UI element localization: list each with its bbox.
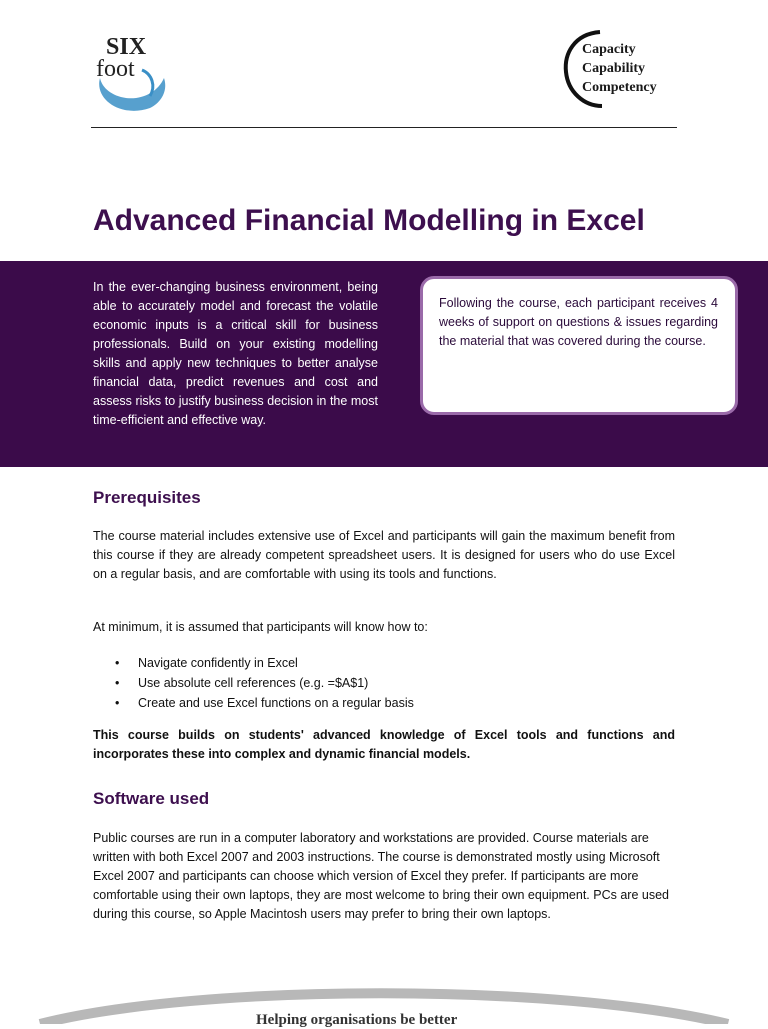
svg-text:SIX: SIX [106,34,147,60]
bullet-icon: • [115,696,120,710]
software-paragraph: Public courses are run in a computer laboratory and workstations are provided. Course materials are written with both Excel 2007 and 2003 instructions. The course is demonstrated mostly using Microsoft Excel 2007 and participants can choose which version of Excel they prefer. If participants are more comfortable using their own laptops, they are most welcome to bring their own equipment. PCs are used during this course, so Apple Macintosh users may prefer to bring their own laptops. [93,831,669,921]
capacity-logo [562,28,682,112]
prerequisites-paragraph: The course material includes extensive use of Excel and participants will gain the maximum benefit from this course if they are already competent spreadsheet users. It is designed for users who do use Excel on a regular basis, and are comfortable with using its tools and functions. [93,529,675,581]
svg-text:foot: foot [96,56,135,82]
prerequisites-heading: Prerequisites [93,488,201,507]
page-title: Advanced Financial Modelling in Excel [93,204,645,237]
callout-text: Following the course, each participant receives 4 weeks of support on questions & issues regarding the material that was covered during the course. [439,296,718,348]
list-item: • Use absolute cell references (e.g. =$A$1) [93,673,414,693]
footer-tagline: Helping organisations be better [256,1012,458,1028]
intro-text: In the ever-changing business environment, being able to accurately model and forecast the volatile economic inputs is a critical skill for business professionals. Build on your existing modelling skills and apply new techniques to better analyse financial data, predict revenues and cost and assess risks to justify business decision in the most time-efficient and effective way. [93,280,378,427]
logo-line-competency: Competency [582,80,657,95]
bullet-icon: • [115,676,120,690]
bullet-icon: • [115,656,120,670]
prerequisite-list [93,653,414,713]
minimum-paragraph: At minimum, it is assumed that participants will know how to: [93,620,428,634]
header-divider [91,127,677,128]
builds-on-paragraph: This course builds on students' advanced knowledge of Excel tools and functions and incorporates these into complex and dynamic financial models. [93,728,675,761]
sixfoot-logo [92,30,172,116]
software-heading: Software used [93,789,210,808]
list-item: • Navigate confidently in Excel [93,653,414,673]
list-item: • Create and use Excel functions on a regular basis [93,693,414,713]
support-callout [420,276,738,415]
logo-line-capacity: Capacity [582,42,636,57]
logo-line-capability: Capability [582,61,646,76]
